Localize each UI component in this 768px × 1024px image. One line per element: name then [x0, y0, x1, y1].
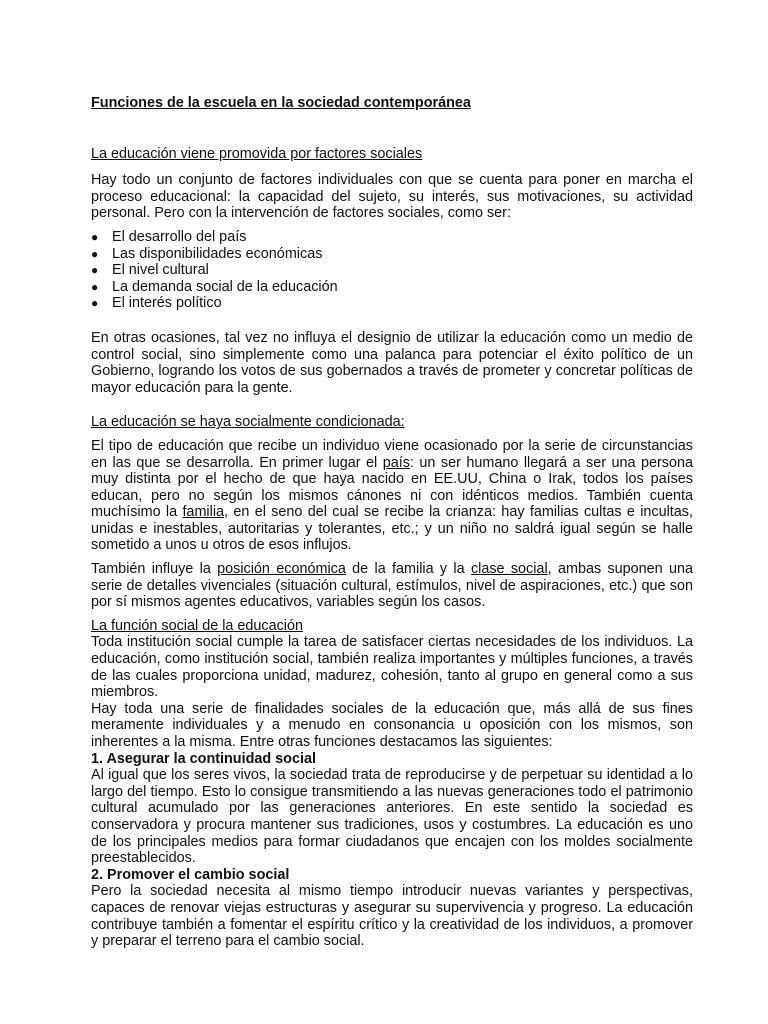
paragraph-posicion-economica: También influye la posición económica de la familia y la clase social, ambas suponen una serie de detalles vivenciales (situación cultural, estímulos, nivel de aspiraciones, etc.) que son por sí mismos agentes educativos, variables según los casos. — [91, 561, 693, 611]
bullet-icon: ● — [91, 263, 99, 278]
document-title: Funciones de la escuela en la sociedad contemporánea — [91, 95, 471, 111]
underlined-term-familia: familia — [182, 504, 225, 521]
paragraph-circunstancias: El tipo de educación que recibe un individuo viene ocasionado por la serie de circunstancias en las que se desarrolla. En primer lugar el país: un ser humano llegará a ser una persona muy distinta por el hecho de que haya nacido en EE.UU, China o Irak, todos los países educan, pero no según los mismos cánones ni con idénticos medios. También cuenta muchísimo la familia, en el seno del cual se recibe la crianza: hay familias cultas e incultas, unidas e inestables, autoritarias y tolerantes, etc.; y un niño no saldrá igual según se halle sometido a unos u otros de esos influjos. — [91, 437, 693, 554]
list-item: ● Las disponibilidades económicas — [91, 245, 323, 262]
section-heading-condicionada: La educación se haya socialmente condicionada: — [91, 414, 405, 431]
subheading-cambio: 2. Promover el cambio social — [91, 866, 290, 883]
document-page — [91, 95, 693, 950]
bullet-icon: ● — [91, 246, 99, 261]
paragraph-continuidad: Al igual que los seres vivos, la sociedad trata de reproducirse y de perpetuar su identidad a lo largo del tiempo. Esto lo consigue transmitiendo a las nuevas generaciones todo el patrimonio cultural acumulado por las generaciones anteriores. En este sentido la sociedad es conservadora y procura mantener sus tradiciones, usos y costumbres. La educación es uno de los principales medios para formar ciudadanos que encajen con los moldes socialmente preestablecidos. — [91, 767, 693, 867]
underlined-term-clase: clase social — [470, 561, 548, 578]
paragraph-institucion-social: Toda institución social cumple la tarea de satisfacer ciertas necesidades de los individuos. La educación, como institución social, también realiza importantes y múltiples funciones, a través de las cuales proporciona unidad, madurez, cohesión, tanto al grupo en general como a sus miembros. — [91, 634, 693, 701]
list-item: ● La demanda social de la educación — [91, 278, 338, 295]
paragraph-factores-intro: Hay todo un conjunto de factores individuales con que se cuenta para poner en marcha el proceso educacional: la capacidad del sujeto, su interés, sus motivaciones, su actividad personal. Pero con la intervención de factores sociales, como ser: — [91, 172, 693, 222]
bullet-icon: ● — [91, 229, 99, 244]
factors-list — [91, 229, 693, 312]
bullet-icon: ● — [91, 296, 99, 311]
section-heading-factores: La educación viene promovida por factores sociales — [91, 145, 423, 162]
subheading-continuidad: 1. Asegurar la continuidad social — [91, 750, 316, 767]
paragraph-cambio: Pero la sociedad necesita al mismo tiempo introducir nuevas variantes y perspectivas, capaces de renovar viejas estructuras y asegurar su supervivencia y progreso. La educación contribuye también a fomentar el espíritu crítico y la creatividad de los individuos, a promover y preparar el terreno para el cambio social. — [91, 883, 693, 950]
paragraph-finalidades: Hay toda una serie de finalidades sociales de la educación que, más allá de sus fines meramente individuales y a menudo en consonancia u oposición con los mismos, son inherentes a la misma. Entre otras funciones destacamos las siguientes: — [91, 700, 693, 750]
paragraph-control-social: En otras ocasiones, tal vez no influya el designio de utilizar la educación como un medio de control social, sino simplemente como una palanca para potenciar el éxito político de un Gobierno, logrando los votos de sus gobernados a través de prometer y concretar políticas de mayor educación para la gente. — [91, 329, 693, 396]
list-item: ● El interés político — [91, 295, 222, 312]
section-heading-funcion-social: La función social de la educación — [91, 617, 304, 634]
underlined-term-posicion: posición económica — [217, 561, 346, 578]
underlined-term-pais: país — [382, 454, 410, 471]
list-item: ● El nivel cultural — [91, 262, 209, 279]
list-item: ● El desarrollo del país — [91, 228, 247, 245]
bullet-icon: ● — [91, 279, 99, 294]
